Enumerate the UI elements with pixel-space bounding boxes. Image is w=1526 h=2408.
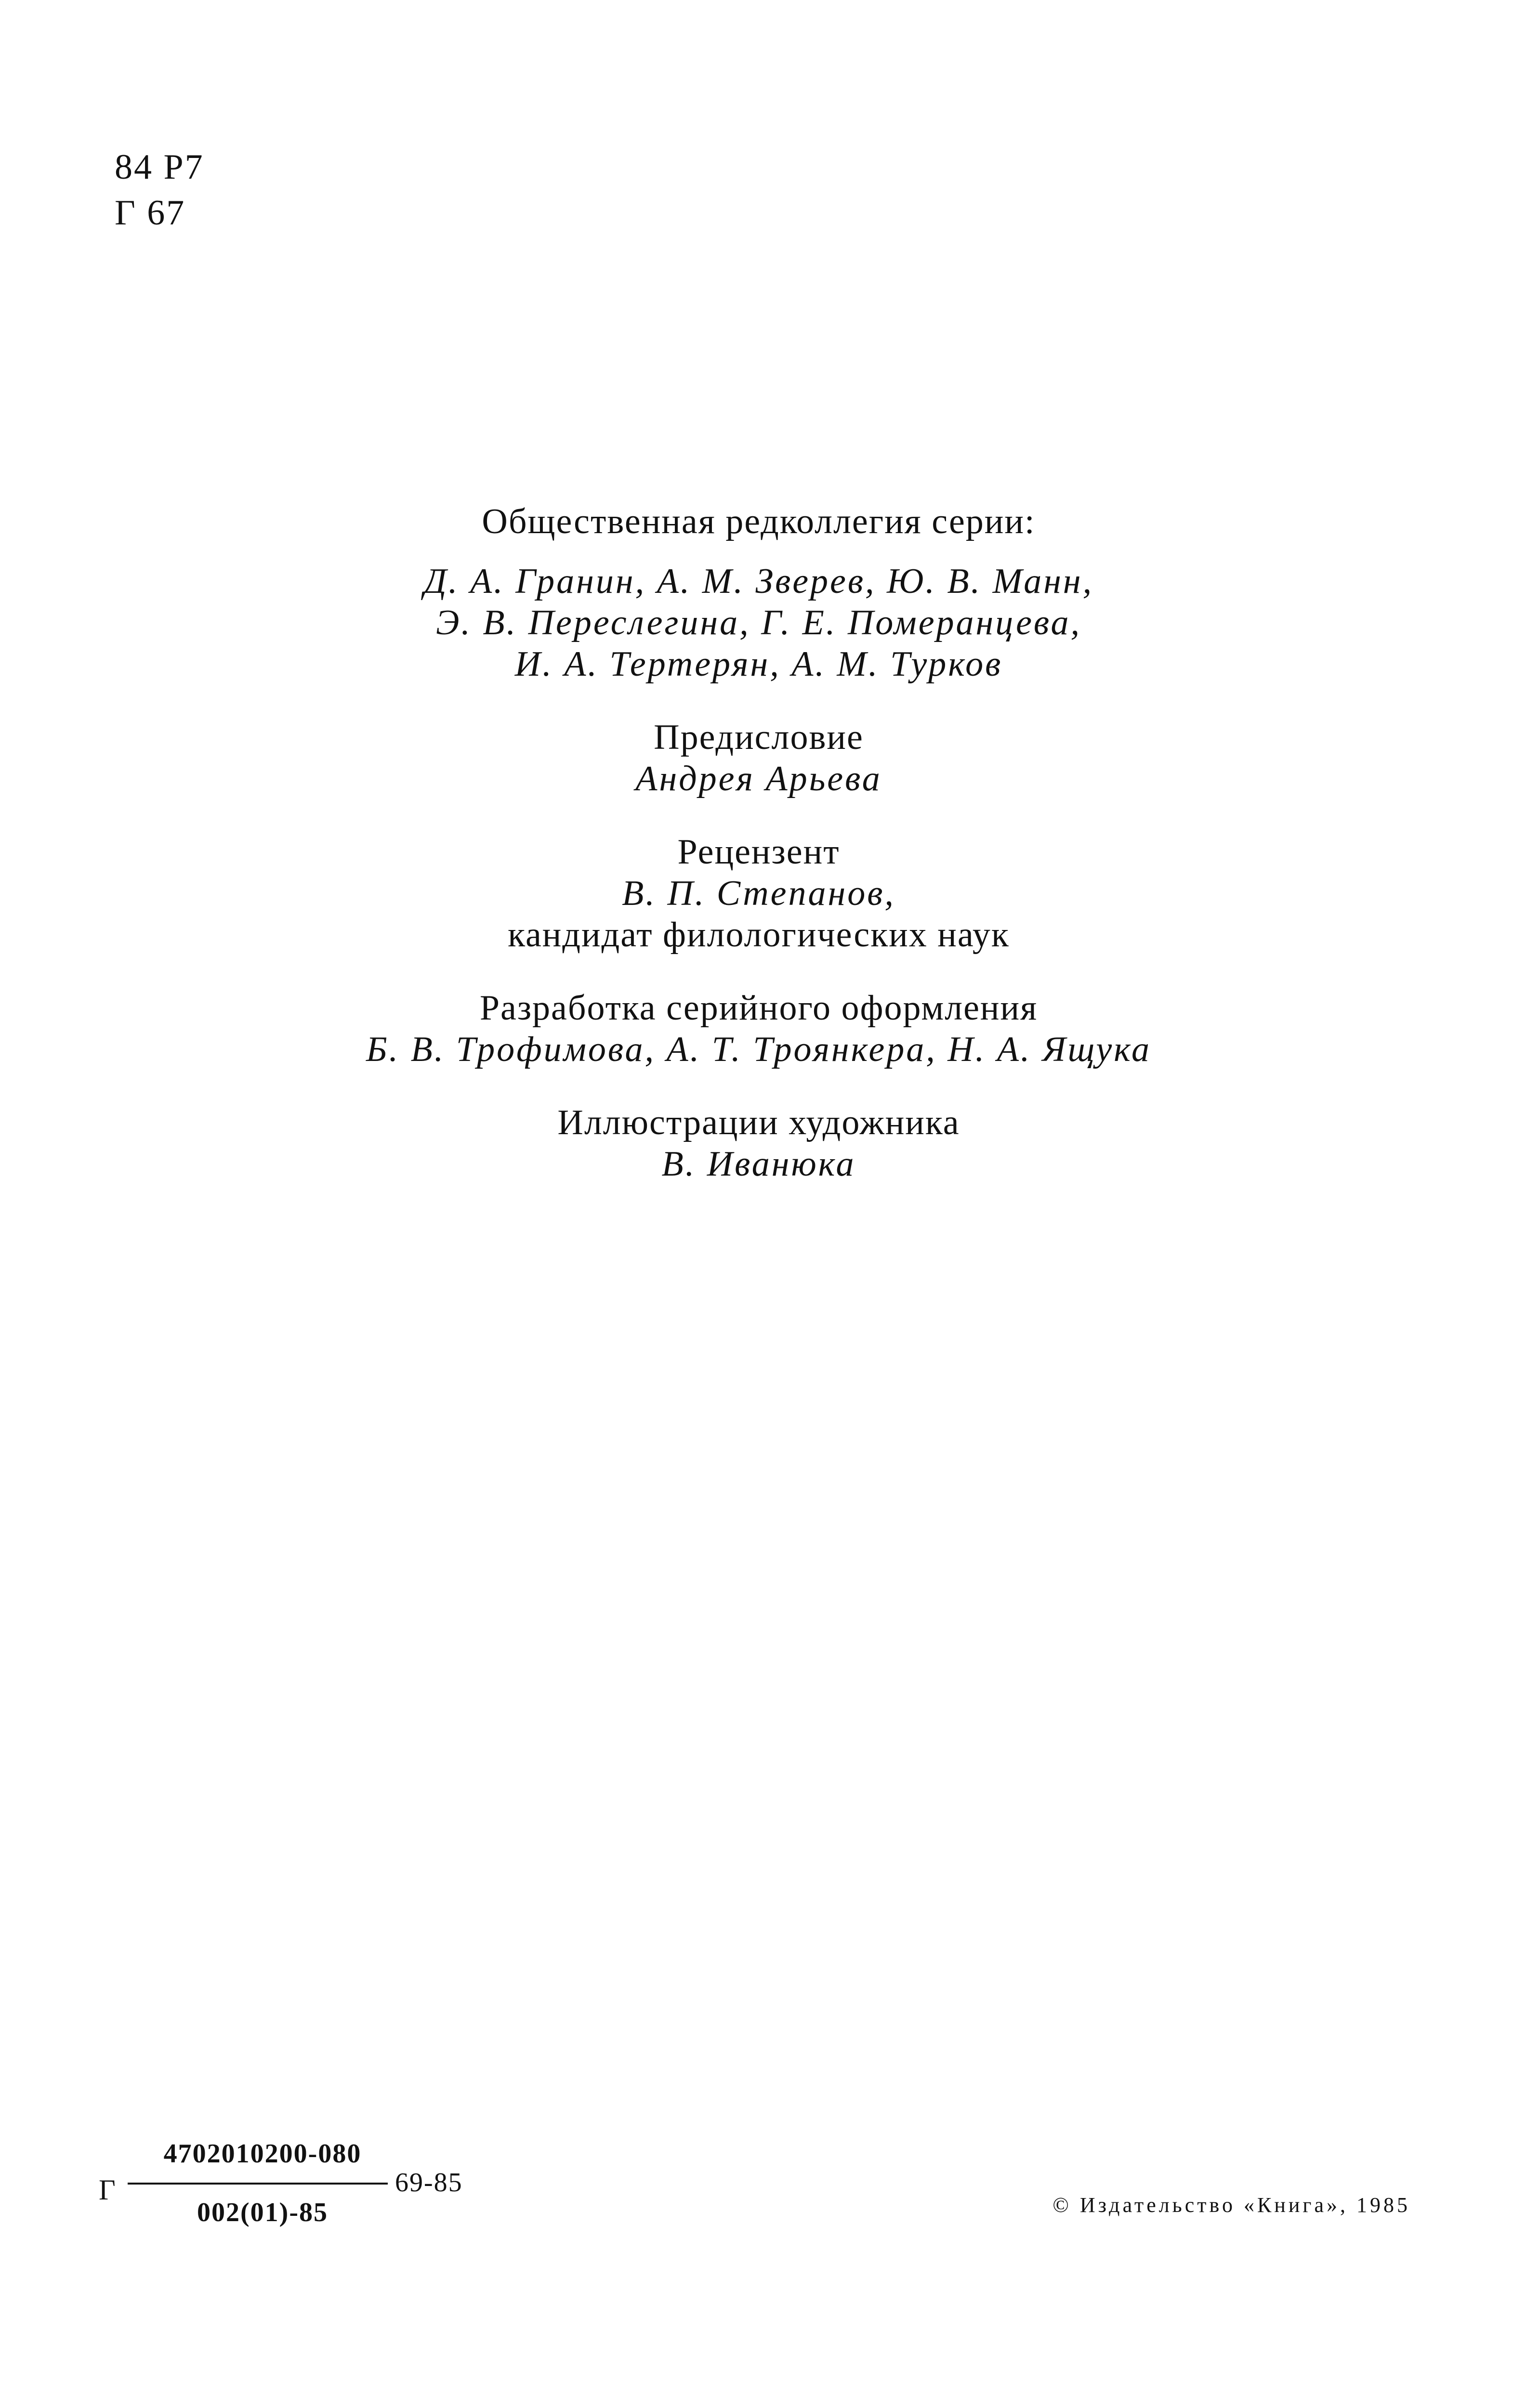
preface-author: Андрея Арьева (635, 759, 882, 798)
copyright-notice: © Издательство «Книга», 1985 (1052, 2193, 1410, 2217)
illustrations-artist: В. Иванюка (661, 1144, 856, 1184)
board-heading: Общественная редколлегия серии: (482, 502, 1036, 541)
reviewer-name: В. П. Степанов, (622, 874, 895, 913)
design-label: Разработка серийного оформления (479, 988, 1038, 1028)
credits-block (241, 501, 1276, 1185)
illustrations-label: Иллюстрации художника (557, 1103, 960, 1142)
design-authors: Б. В. Трофимова, А. Т. Троянкера, Н. А. Ящука (366, 1030, 1152, 1069)
reviewer-title: кандидат филологических наук (508, 915, 1010, 955)
bbk-code: 84 Р7 (115, 147, 204, 187)
preface-label: Предисловие (654, 718, 864, 757)
classification-codes (115, 144, 204, 236)
formula-prefix: Г (99, 2174, 116, 2206)
formula-denominator: 002(01)-85 (197, 2198, 328, 2227)
formula-numerator: 4702010200-080 (163, 2139, 362, 2169)
board-members-line: Д. А. Гранин, А. М. Зверев, Ю. В. Манн, (423, 562, 1094, 601)
board-members-line: И. А. Тертерян, А. М. Турков (514, 644, 1003, 684)
reviewer-label: Рецензент (677, 832, 840, 872)
publishing-formula (99, 2138, 484, 2249)
board-members-line: Э. В. Переслегина, Г. Е. Померанцева, (435, 603, 1082, 642)
formula-suffix: 69-85 (395, 2168, 463, 2198)
fraction-bar (128, 2183, 388, 2185)
author-mark: Г 67 (115, 193, 186, 233)
